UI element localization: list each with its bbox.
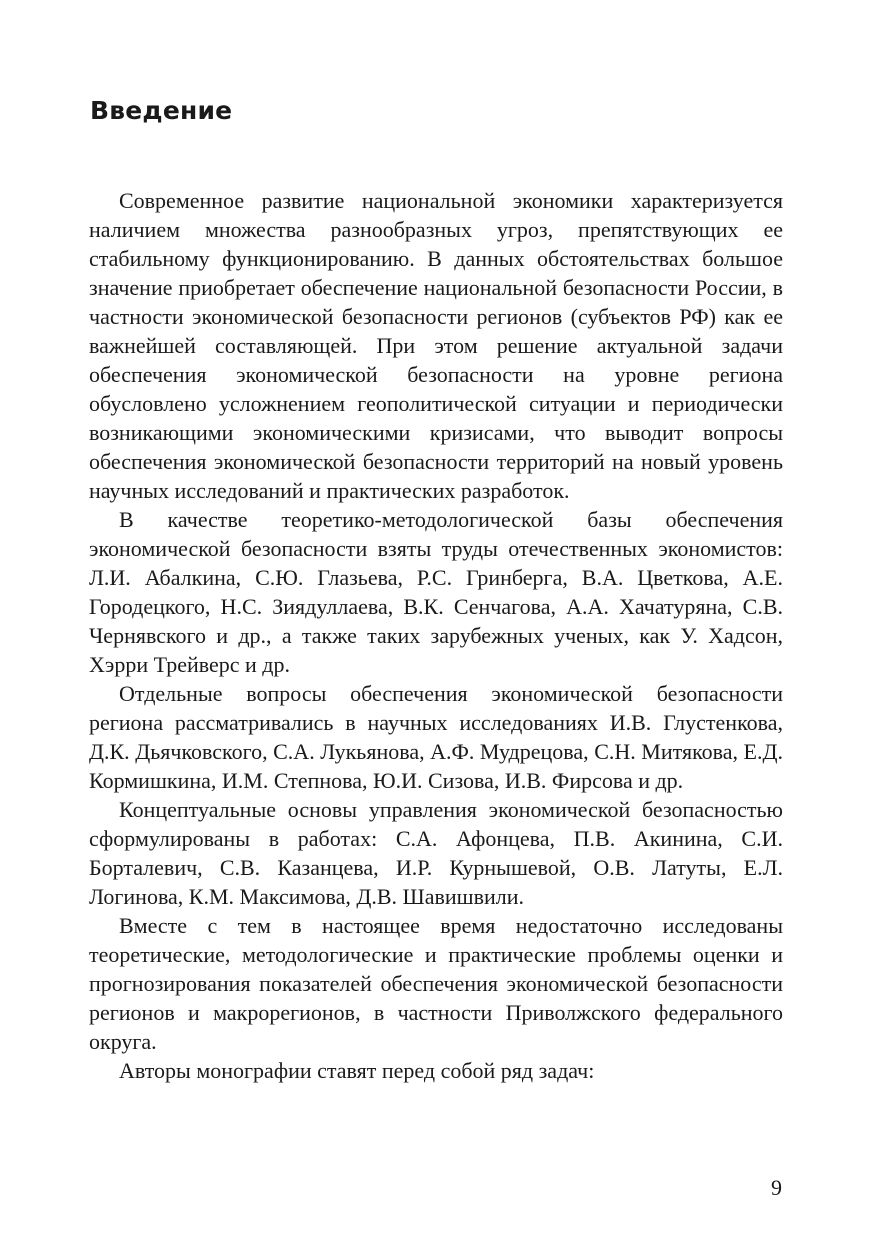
section-heading: Введение (90, 96, 233, 125)
body-text (89, 186, 783, 1085)
paragraph-methodology: В качестве теоретико-методологической базы обеспечения экономической безопасности взяты труды отечественных экономистов: Л.И. Абалкина, С.Ю. Глазьева, Р.С. Гринберга, В.А. Цветкова, А.Е. Городецкого, Н.С. Зиядуллаева, В.К. Сенчагова, А.А. Хачатуряна, С.В. Чернявского и др., а также таких зарубежных ученых, как У. Хадсон, Хэрри Трейверс и др. (89, 507, 783, 677)
page-number: 9 (771, 1175, 782, 1200)
paragraph-conceptual-basis: Концептуальные основы управления экономической безопасностью сформулированы в работах: С.А. Афонцева, П.В. Акинина, С.И. Борталевич, С.В. Казанцева, И.Р. Курнышевой, О.В. Латуты, Е.Л. Логинова, К.М. Максимова, Д.В. Шавишвили. (89, 797, 783, 909)
paragraph-regional-research: Отдельные вопросы обеспечения экономической безопасности региона рассматривались в научных исследованиях И.В. Глустенкова, Д.К. Дьячковского, С.А. Лукьянова, А.Ф. Мудрецова, С.Н. Митякова, Е.Д. Кормишкина, И.М. Степнова, Ю.И. Сизова, И.В. Фирсова и др. (89, 681, 783, 793)
paragraph-tasks: Авторы монографии ставят перед собой ряд задач: (119, 1058, 595, 1083)
paragraph-research-gap: Вместе с тем в настоящее время недостаточно исследованы теоретические, методологические и практические проблемы оценки и прогнозирования показателей обеспечения экономической безопасности регионов и макрорегионов, в частности Приволжского федерального округа. (89, 913, 783, 1054)
paragraph-intro: Современное развитие национальной экономики характеризуется наличием множества разнообразных угроз, препятствующих ее стабильному функционированию. В данных обстоятельствах большое значение приобретает обеспечение национальной безопасности России, в частности экономической безопасности регионов (субъектов РФ) как ее важнейшей составляющей. При этом решение актуальной задачи обеспечения экономической безопасности на уровне региона обусловлено усложнением геополитической ситуации и периодически возникающими экономическими кризисами, что выводит вопросы обеспечения экономической безопасности территорий на новый уровень научных исследований и практических разработок. (89, 188, 783, 503)
